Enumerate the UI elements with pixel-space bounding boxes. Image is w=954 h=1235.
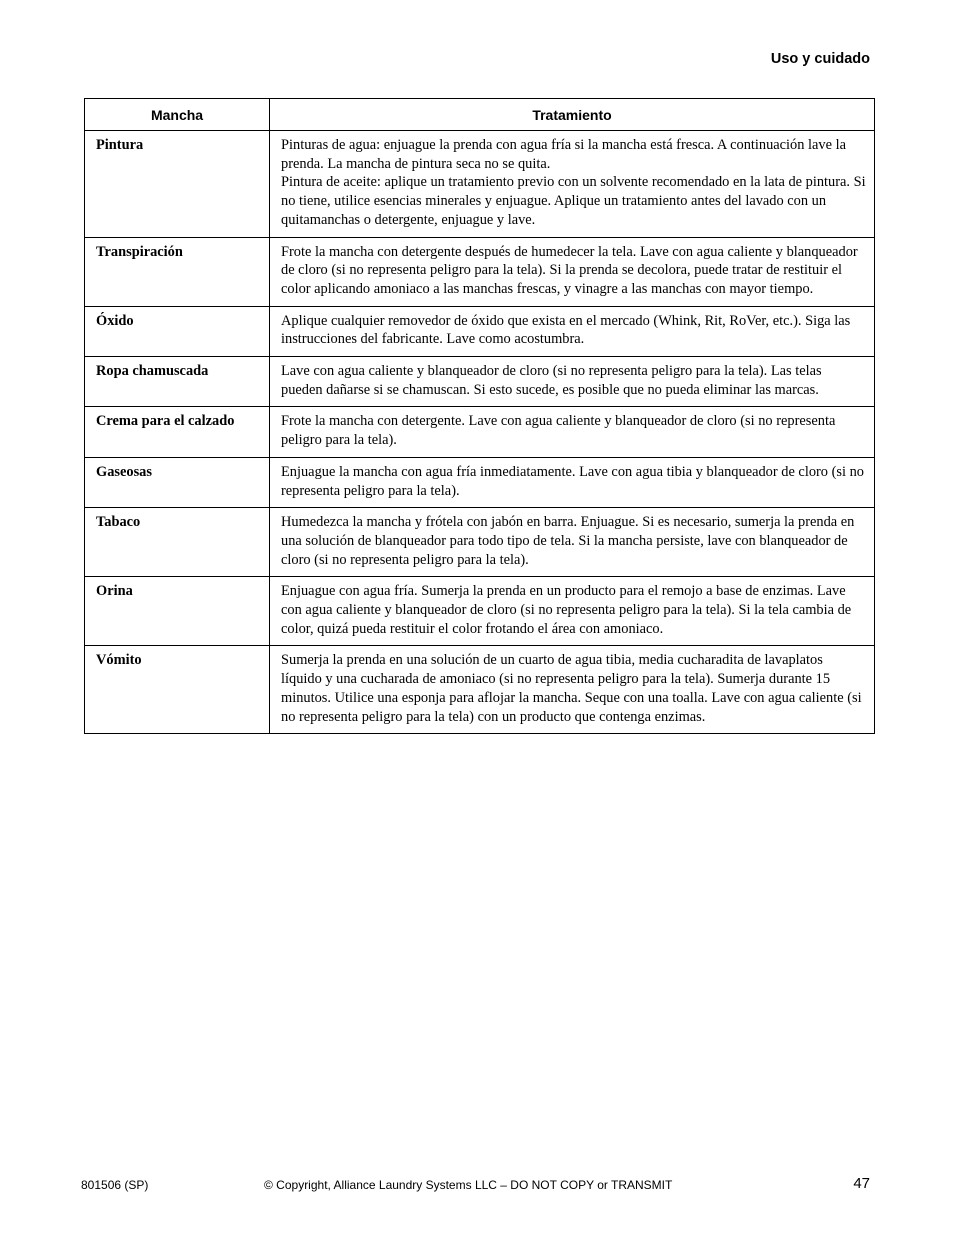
table-row xyxy=(85,131,875,238)
treatment-text: Enjuague la mancha con agua fría inmediatamente. Lave con agua tibia y blanqueador de cloro (si no representa peligro para la tela). xyxy=(281,463,864,499)
treatment-text: Frote la mancha con detergente. Lave con agua caliente y blanqueador de cloro (si no representa peligro para la tela). xyxy=(281,413,836,449)
table-row xyxy=(85,407,875,457)
treatment-cell xyxy=(270,237,875,306)
treatment-text: Aplique cualquier removedor de óxido que exista en el mercado (Whink, Rit, RoVer, etc.). Siga las instrucciones del fabricante. Lave como acostumbra. xyxy=(281,312,851,348)
stain-name: Vómito xyxy=(85,646,270,734)
treatment-text: Enjuague con agua fría. Sumerja la prenda en un producto para el remojo a base de enzimas. Lave con agua caliente y blanqueador de cloro (si no representa peligro para la tela). Si la tela cambia de color, quizá pueda restituir el color frotando el área con amoniaco. xyxy=(281,583,852,637)
treatment-cell xyxy=(270,508,875,577)
table-row xyxy=(85,646,875,734)
stain-name: Ropa chamuscada xyxy=(85,357,270,407)
copyright-notice: © Copyright, Alliance Laundry Systems LLC – DO NOT COPY or TRANSMIT xyxy=(264,1178,673,1192)
document-number: 801506 (SP) xyxy=(81,1178,149,1192)
section-title: Uso y cuidado xyxy=(770,51,870,67)
stain-name: Transpiración xyxy=(85,237,270,306)
table-row xyxy=(85,457,875,507)
stain-name: Pintura xyxy=(85,131,270,238)
table-row xyxy=(85,306,875,356)
treatment-cell xyxy=(270,407,875,457)
treatment-cell xyxy=(270,577,875,646)
stain-name: Orina xyxy=(85,577,270,646)
column-header-treatment: Tratamiento xyxy=(270,99,875,131)
table-row xyxy=(85,357,875,407)
treatment-cell xyxy=(270,646,875,734)
treatment-text: Frote la mancha con detergente después de humedecer la tela. Lave con agua caliente y blanqueador de cloro (si no representa peligro para la tela). Si la prenda se decolora, puede tratar de restituir el color aplicando amoniaco a las manchas frescas, y vinagre a las manchas con mayor tiempo. xyxy=(281,243,858,297)
stain-name: Crema para el calzado xyxy=(85,407,270,457)
table-row xyxy=(85,237,875,306)
treatment-text: Lave con agua caliente y blanqueador de cloro (si no representa peligro para la tela). Las telas pueden dañarse si se chamuscan. Si esto sucede, es posible que no pueda eliminar las marcas. xyxy=(281,363,822,398)
treatment-text: Sumerja la prenda en una solución de un cuarto de agua tibia, media cucharadita de lavaplatos líquido y una cucharada de amoniaco (si no representa peligro para la tela). Sumerja durante 15 minutos. Utilice una esponja para aflojar la mancha. Seque con una toalla. Lave con agua caliente (si no representa peligro para la tela) con un producto que contenga enzimas. xyxy=(281,652,862,725)
stain-name: Óxido xyxy=(85,306,270,356)
table-header-row xyxy=(85,99,875,131)
treatment-cell xyxy=(270,131,875,238)
treatment-text: Pinturas de agua: enjuague la prenda con agua fría si la mancha está fresca. A continuación lave la prenda. La mancha de pintura seca no se quita. xyxy=(281,137,846,172)
treatment-cell xyxy=(270,306,875,356)
column-header-stain: Mancha xyxy=(85,99,270,131)
stain-name: Tabaco xyxy=(85,508,270,577)
stain-treatment-table xyxy=(84,98,875,734)
table-row xyxy=(85,508,875,577)
table-row xyxy=(85,577,875,646)
page-number: 47 xyxy=(853,1175,870,1192)
treatment-cell xyxy=(270,357,875,407)
treatment-text: Humedezca la mancha y frótela con jabón en barra. Enjuague. Si es necesario, sumerja la prenda en una solución de blanqueador para todo tipo de tela. Si la mancha persiste, lave con blanqueador de cloro (si no representa peligro para la tela). xyxy=(281,514,855,568)
treatment-cell xyxy=(270,457,875,507)
stain-name: Gaseosas xyxy=(85,457,270,507)
treatment-text: Pintura de aceite: aplique un tratamiento previo con un solvente recomendado en la lata de pintura. Si no tiene, utilice esencias minerales y enjuague. Aplique un tratamiento antes del lavado con un quitamanchas o detergente, enjuague y lave. xyxy=(281,174,866,228)
